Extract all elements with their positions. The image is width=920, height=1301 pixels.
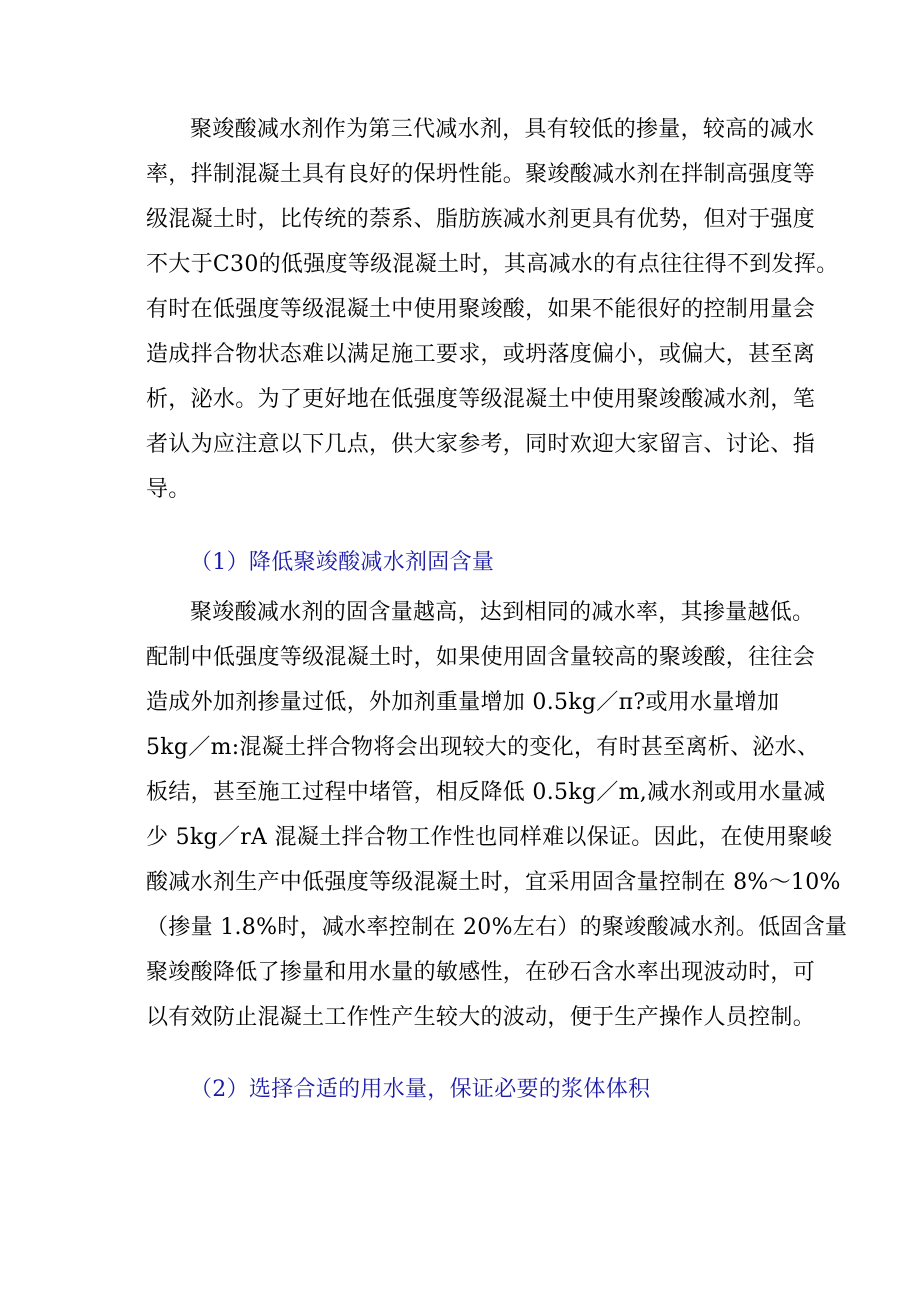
paragraph-2-line-5: 板结，甚至施工过程中堵管，相反降低 0.5kg／m,减水剂或用水量减 [146,780,826,805]
paragraph-1-line-5: 有时在低强度等级混凝土中使用聚竣酸，如果不能很好的控制用量会 [146,297,816,322]
paragraph-2-line-6: 少 5kg／rA 混凝土拌合物工作性也同样难以保证。因此，在使用聚峻 [146,825,833,850]
paragraph-2-line-2: 配制中低强度等级混凝土时，如果使用固含量较高的聚竣酸，往往会 [146,645,816,670]
paragraph-2-line-7: 酸减水剂生产中低强度等级混凝土时，宜采用固含量控制在 8%～10% [146,870,841,895]
paragraph-1-line-7: 析，泌水。为了更好地在低强度等级混凝土中使用聚竣酸减水剂，笔 [146,387,816,412]
paragraph-2-line-9: 聚竣酸降低了掺量和用水量的敏感性，在砂石含水率出现波动时，可 [146,960,816,985]
paragraph-1-line-9: 导。 [146,477,191,502]
paragraph-1-line-6: 造成拌合物状态难以满足施工要求，或坍落度偏小，或偏大，甚至离 [146,342,816,367]
paragraph-1-line-1: 聚竣酸减水剂作为第三代减水剂，具有较低的掺量，较高的减水 [190,117,815,142]
paragraph-2-line-3: 造成外加剂掺量过低，外加剂重量增加 0.5kg／π?或用水量增加 [146,690,780,715]
paragraph-2-line-10: 以有效防止混凝土工作性产生较大的波动，便于生产操作人员控制。 [146,1005,816,1030]
paragraph-1-line-2: 率，拌制混凝土具有良好的保坍性能。聚竣酸减水剂在拌制高强度等 [146,162,816,187]
paragraph-2-line-1: 聚竣酸减水剂的固含量越高，达到相同的减水率，其掺量越低。 [190,600,815,625]
paragraph-2-line-4: 5kg／m:混凝土拌合物将会出现较大的变化，有时甚至离析、泌水、 [146,735,820,760]
paragraph-2-line-8: （掺量 1.8%时，减水率控制在 20%左右）的聚竣酸减水剂。低固含量 [146,915,848,940]
section-heading-1: （1）降低聚竣酸减水剂固含量 [190,550,495,575]
paragraph-1-line-8: 者认为应注意以下几点，供大家参考，同时欢迎大家留言、讨论、指 [146,432,816,457]
paragraph-1-line-4: 不大于C30的低强度等级混凝土时，其高减水的有点往往得不到发挥。 [146,252,839,277]
paragraph-1-line-3: 级混凝土时，比传统的萘系、脂肪族减水剂更具有优势，但对于强度 [146,207,816,232]
section-heading-2: （2）选择合适的用水量，保证必要的浆体体积 [190,1077,651,1102]
